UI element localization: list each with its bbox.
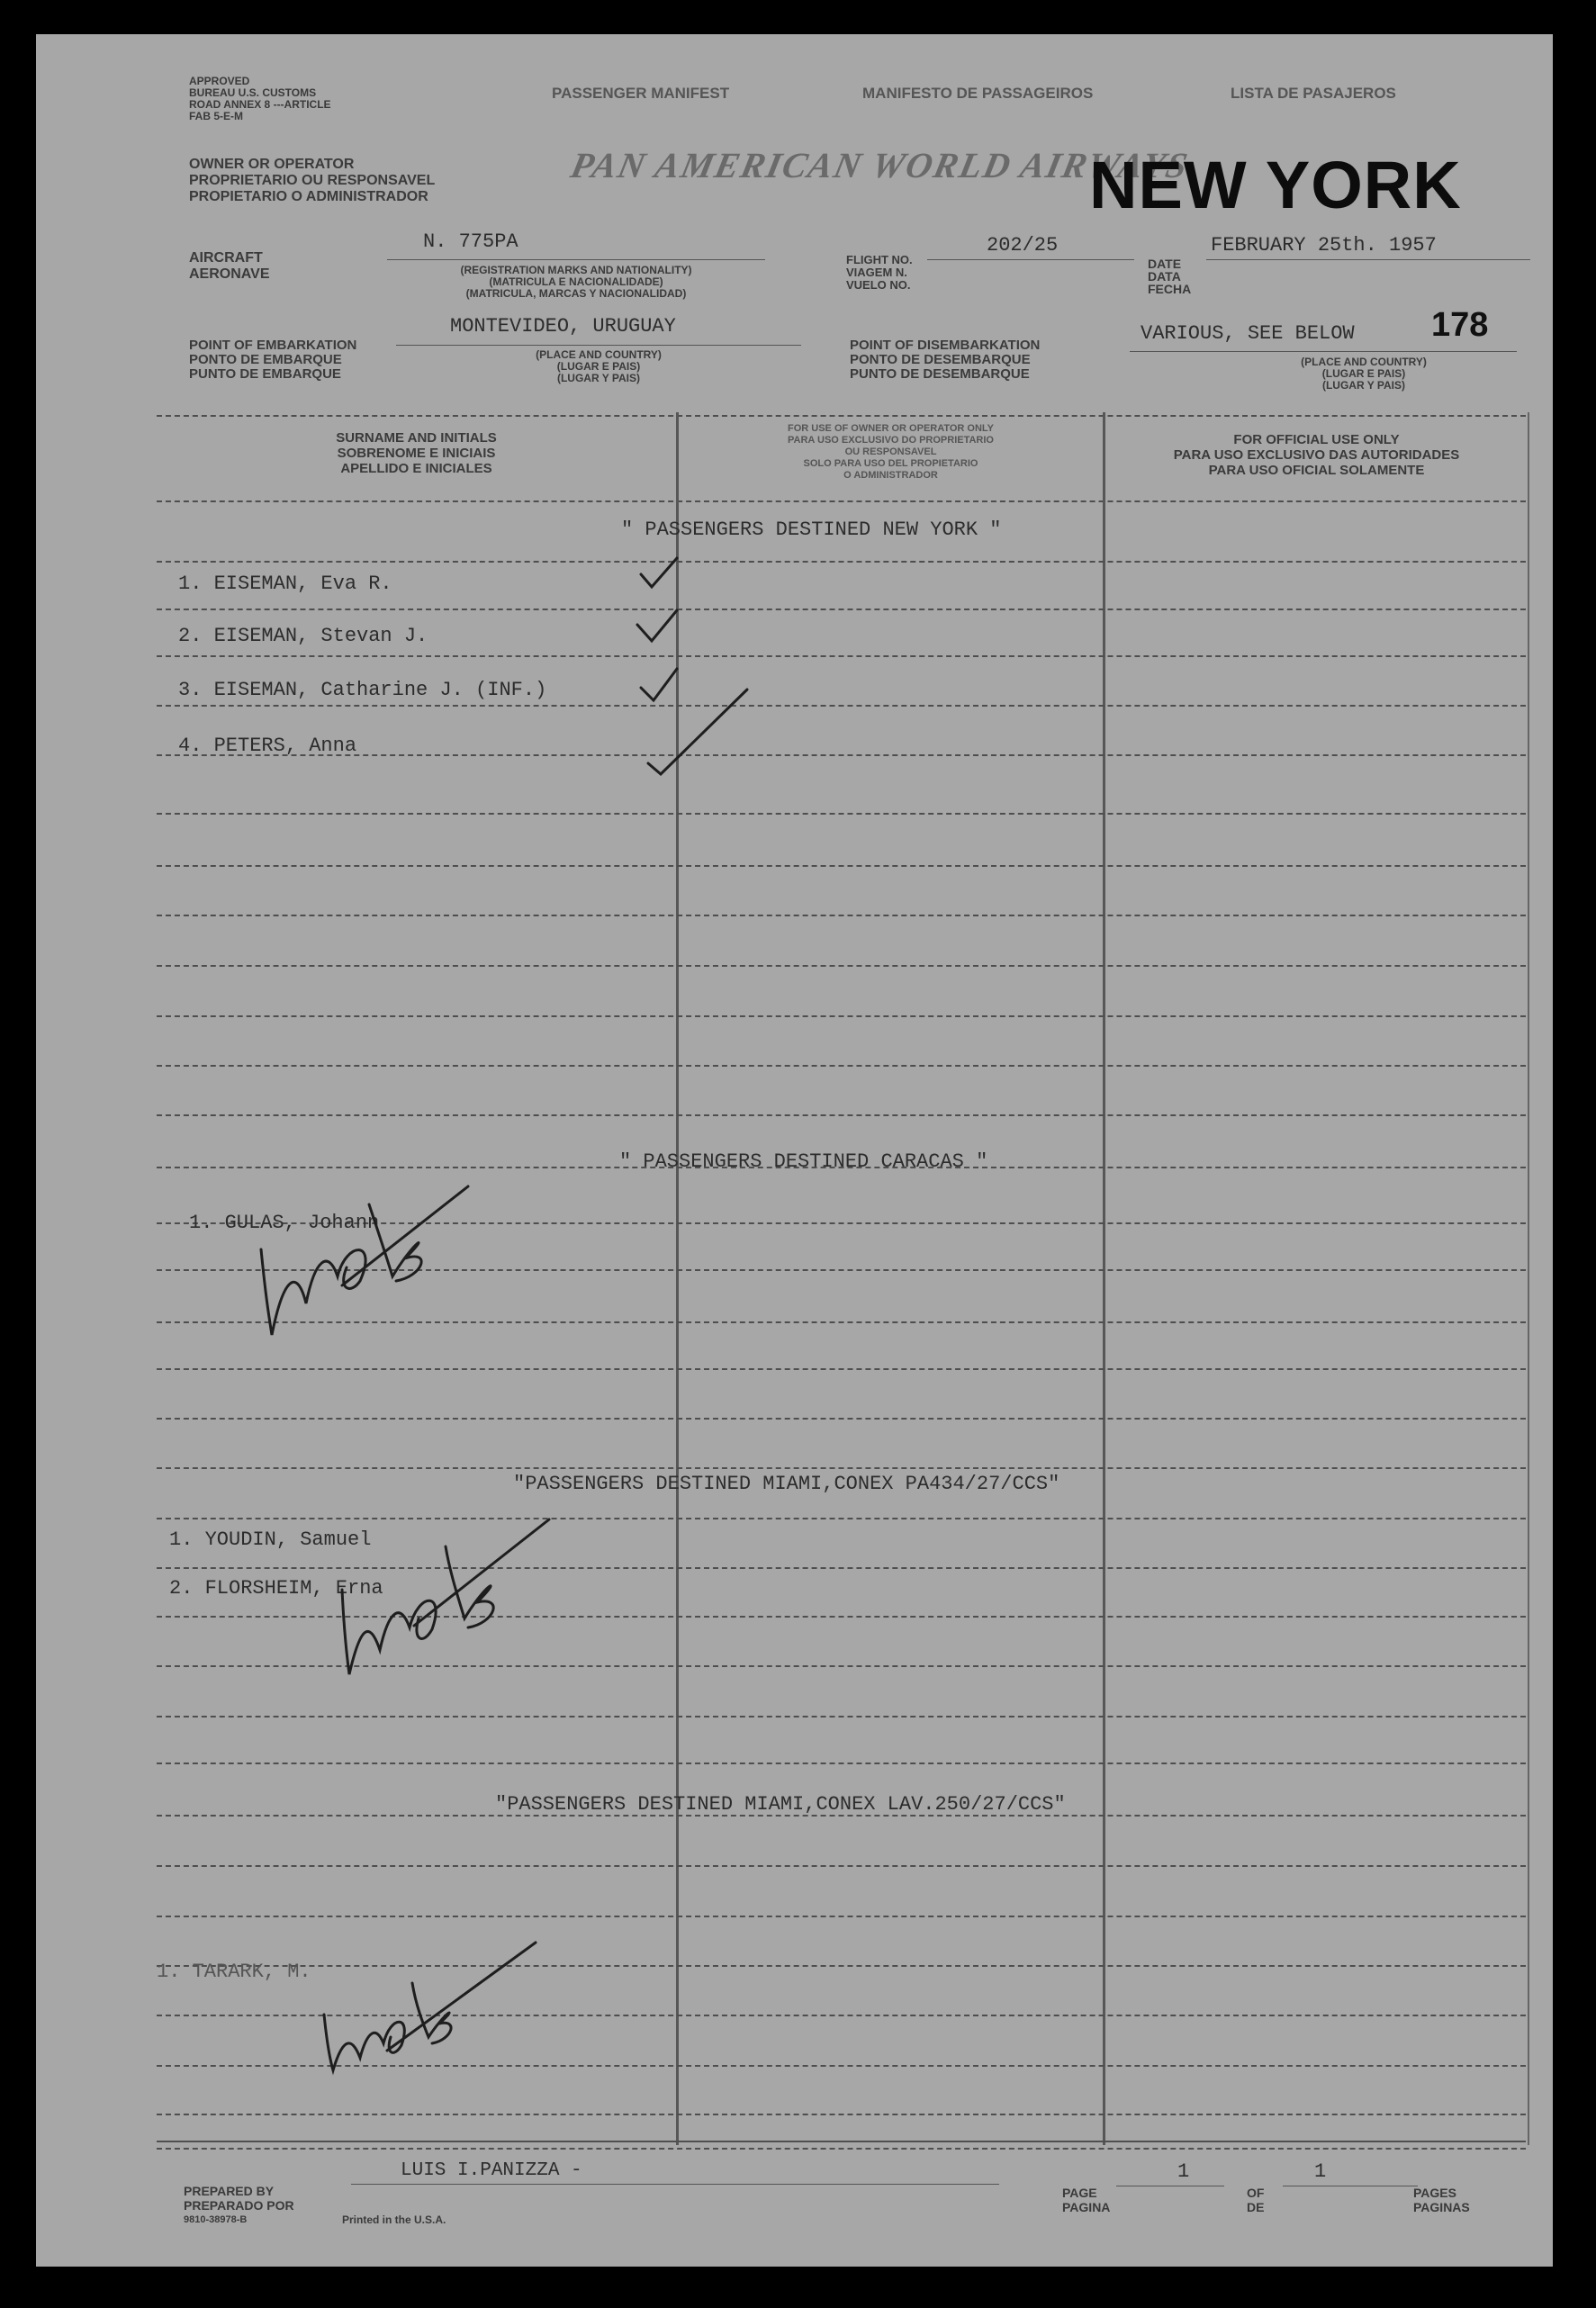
passenger-row: 2. FLORSHEIM, Erna bbox=[169, 1577, 383, 1600]
column-header-operator: FOR USE OF OWNER OR OPERATOR ONLY PARA USO EXCLUSIVO DO PROPRIETARIO OU RESPONSAVEL SOLO PARA USO DEL PROPIETARIO O ADMINISTRADOR bbox=[788, 423, 994, 481]
passenger-row: 4. PETERS, Anna bbox=[178, 735, 357, 757]
aircraft-value: N. 775PA bbox=[423, 230, 518, 253]
date-label: DATE DATA FECHA bbox=[1148, 257, 1192, 296]
page-label: PAGE PAGINA bbox=[1062, 2186, 1111, 2214]
handwritten-marks bbox=[36, 34, 1553, 2267]
page-value: 1 bbox=[1177, 2160, 1190, 2183]
handwritten-initials bbox=[261, 1186, 468, 1335]
page-stamp-number: 178 bbox=[1431, 306, 1489, 344]
of-value: 1 bbox=[1314, 2160, 1327, 2183]
printed-in: Printed in the U.S.A. bbox=[342, 2213, 446, 2226]
section-heading-new-york: " PASSENGERS DESTINED NEW YORK " bbox=[621, 518, 1002, 541]
passenger-row: 1. EISEMAN, Eva R. bbox=[178, 572, 392, 595]
section-heading-miami-lav: "PASSENGERS DESTINED MIAMI,CONEX LAV.250/27/CCS" bbox=[495, 1793, 1066, 1816]
airline-name: PAN AMERICAN WORLD AIRWAYS bbox=[567, 145, 1193, 185]
passenger-row: 1. YOUDIN, Samuel bbox=[169, 1528, 372, 1551]
of-label: OF DE bbox=[1247, 2186, 1265, 2214]
section-heading-caracas: " PASSENGERS DESTINED CARACAS " bbox=[619, 1150, 988, 1173]
prepared-by-value: LUIS I.PANIZZA - bbox=[401, 2160, 582, 2181]
approval-block: APPROVED BUREAU U.S. CUSTOMS ROAD ANNEX 8 ---ARTICLE FAB 5-E-M bbox=[189, 75, 331, 122]
flight-value: 202/25 bbox=[987, 234, 1059, 257]
disembarkation-sublabel: (PLACE AND COUNTRY) (LUGAR E PAIS) (LUGAR Y PAIS) bbox=[1301, 356, 1427, 392]
aircraft-sublabel: (REGISTRATION MARKS AND NATIONALITY) (MATRICULA E NACIONALIDADE) (MATRICULA, MARCAS Y NACIONALIDAD) bbox=[460, 264, 692, 300]
prepared-by-label: PREPARED BY PREPARADO POR bbox=[184, 2184, 294, 2213]
checkmark-icon bbox=[641, 669, 677, 700]
checkmark-icon bbox=[648, 690, 747, 774]
date-value: FEBRUARY 25th. 1957 bbox=[1211, 234, 1437, 257]
flight-label: FLIGHT NO. VIAGEM N. VUELO NO. bbox=[846, 253, 913, 292]
column-header-surname: SURNAME AND INITIALS SOBRENOME E INICIAIS APELLIDO E INICIALES bbox=[336, 430, 497, 476]
handwritten-initials bbox=[324, 1943, 536, 2070]
passenger-row: 3. EISEMAN, Catharine J. (INF.) bbox=[178, 679, 547, 701]
new-york-stamp: NEW YORK bbox=[1089, 148, 1462, 222]
column-header-official: FOR OFFICIAL USE ONLY PARA USO EXCLUSIVO DAS AUTORIDADES PARA USO OFICIAL SOLAMENTE bbox=[1173, 432, 1460, 478]
pages-label: PAGES PAGINAS bbox=[1413, 2186, 1470, 2214]
aircraft-label: AIRCRAFT AERONAVE bbox=[189, 250, 270, 282]
checkmark-icon bbox=[637, 610, 677, 641]
manifest-title-es: LISTA DE PASAJEROS bbox=[1231, 85, 1396, 102]
embarkation-label: POINT OF EMBARKATION PONTO DE EMBARQUE PUNTO DE EMBARQUE bbox=[189, 338, 357, 382]
embarkation-sublabel: (PLACE AND COUNTRY) (LUGAR E PAIS) (LUGAR Y PAIS) bbox=[536, 348, 662, 384]
manifest-title-pt: MANIFESTO DE PASSAGEIROS bbox=[862, 85, 1094, 102]
handwritten-initials bbox=[342, 1519, 549, 1674]
manifest-sheet bbox=[36, 34, 1553, 2267]
passenger-row: 2. EISEMAN, Stevan J. bbox=[178, 625, 428, 647]
prepared-rule bbox=[351, 2184, 999, 2185]
form-number: 9810-38978-B bbox=[184, 2214, 248, 2225]
section-heading-miami-pa: "PASSENGERS DESTINED MIAMI,CONEX PA434/27/CCS" bbox=[513, 1473, 1060, 1495]
passenger-row: 1. GULAS, Johann bbox=[189, 1212, 380, 1234]
passenger-row: 1. TARARK, M. bbox=[157, 1961, 311, 1983]
embarkation-value: MONTEVIDEO, URUGUAY bbox=[450, 315, 676, 338]
owner-label: OWNER OR OPERATOR PROPRIETARIO OU RESPONSAVEL PROPIETARIO O ADMINISTRADOR bbox=[189, 157, 436, 204]
disembarkation-label: POINT OF DISEMBARKATION PONTO DE DESEMBARQUE PUNTO DE DESEMBARQUE bbox=[850, 338, 1041, 382]
checkmark-icon bbox=[641, 558, 677, 587]
manifest-title-en: PASSENGER MANIFEST bbox=[552, 85, 730, 102]
disembarkation-value: VARIOUS, SEE BELOW bbox=[1141, 322, 1355, 345]
